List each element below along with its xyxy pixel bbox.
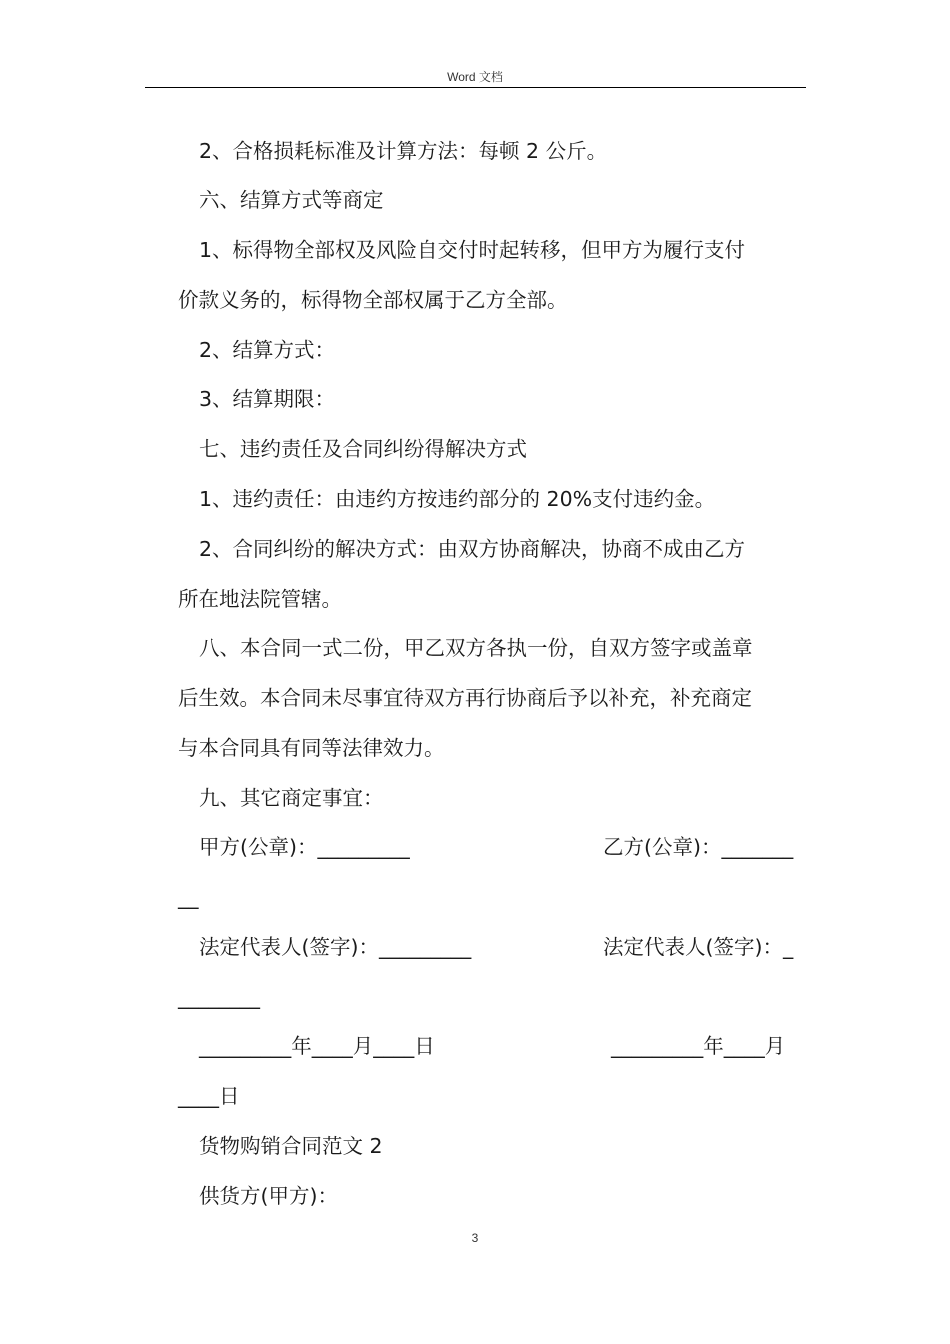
- party-b-seal-continuation: __: [178, 885, 199, 909]
- paragraph-line: 后生效。本合同未尽事宜待双方再行协商后予以补充，补充商定: [178, 686, 752, 710]
- section-heading: 七、违约责任及合同纠纷得解决方式: [199, 437, 527, 461]
- rep-b-signature-field: 法定代表人(签字)：_: [603, 935, 794, 959]
- date-b-field: _________年____月: [611, 1034, 786, 1058]
- paragraph-line: 2、合格损耗标准及计算方法：每顿 2 公斤。: [199, 139, 608, 163]
- section-heading: 九、其它商定事宜：: [199, 786, 384, 810]
- date-a-field: _________年____月____日: [199, 1034, 435, 1058]
- section-title: 货物购销合同范文 2: [199, 1134, 383, 1158]
- paragraph-line: 与本合同具有同等法律效力。: [178, 736, 445, 760]
- rep-a-signature-field: 法定代表人(签字)：_________: [199, 935, 472, 959]
- date-b-continuation: ____日: [178, 1084, 240, 1108]
- paragraph-line: 1、标得物全部权及风险自交付时起转移，但甲方为履行支付: [199, 238, 746, 262]
- paragraph-line: 八、本合同一式二份，甲乙双方各执一份，自双方签字或盖章: [199, 636, 753, 660]
- paragraph-line: 所在地法院管辖。: [178, 587, 342, 611]
- page-number: 3: [471, 1231, 479, 1245]
- paragraph-line: 1、违约责任：由违约方按违约部分的 20%支付违约金。: [199, 487, 716, 511]
- supplier-line: 供货方(甲方)：: [199, 1184, 338, 1208]
- party-a-seal-field: 甲方(公章)：_________: [199, 835, 410, 859]
- header-divider: [145, 87, 806, 88]
- paragraph-line: 价款义务的，标得物全部权属于乙方全部。: [178, 288, 568, 312]
- party-b-seal-field: 乙方(公章)：_______: [603, 835, 794, 859]
- page-header-title: Word 文档: [447, 70, 503, 84]
- paragraph-line: 2、合同纠纷的解决方式：由双方协商解决，协商不成由乙方: [199, 537, 746, 561]
- paragraph-line: 3、结算期限：: [199, 387, 336, 411]
- paragraph-line: 2、结算方式：: [199, 338, 336, 362]
- rep-b-signature-continuation: ________: [178, 985, 260, 1009]
- section-heading: 六、结算方式等商定: [199, 188, 384, 212]
